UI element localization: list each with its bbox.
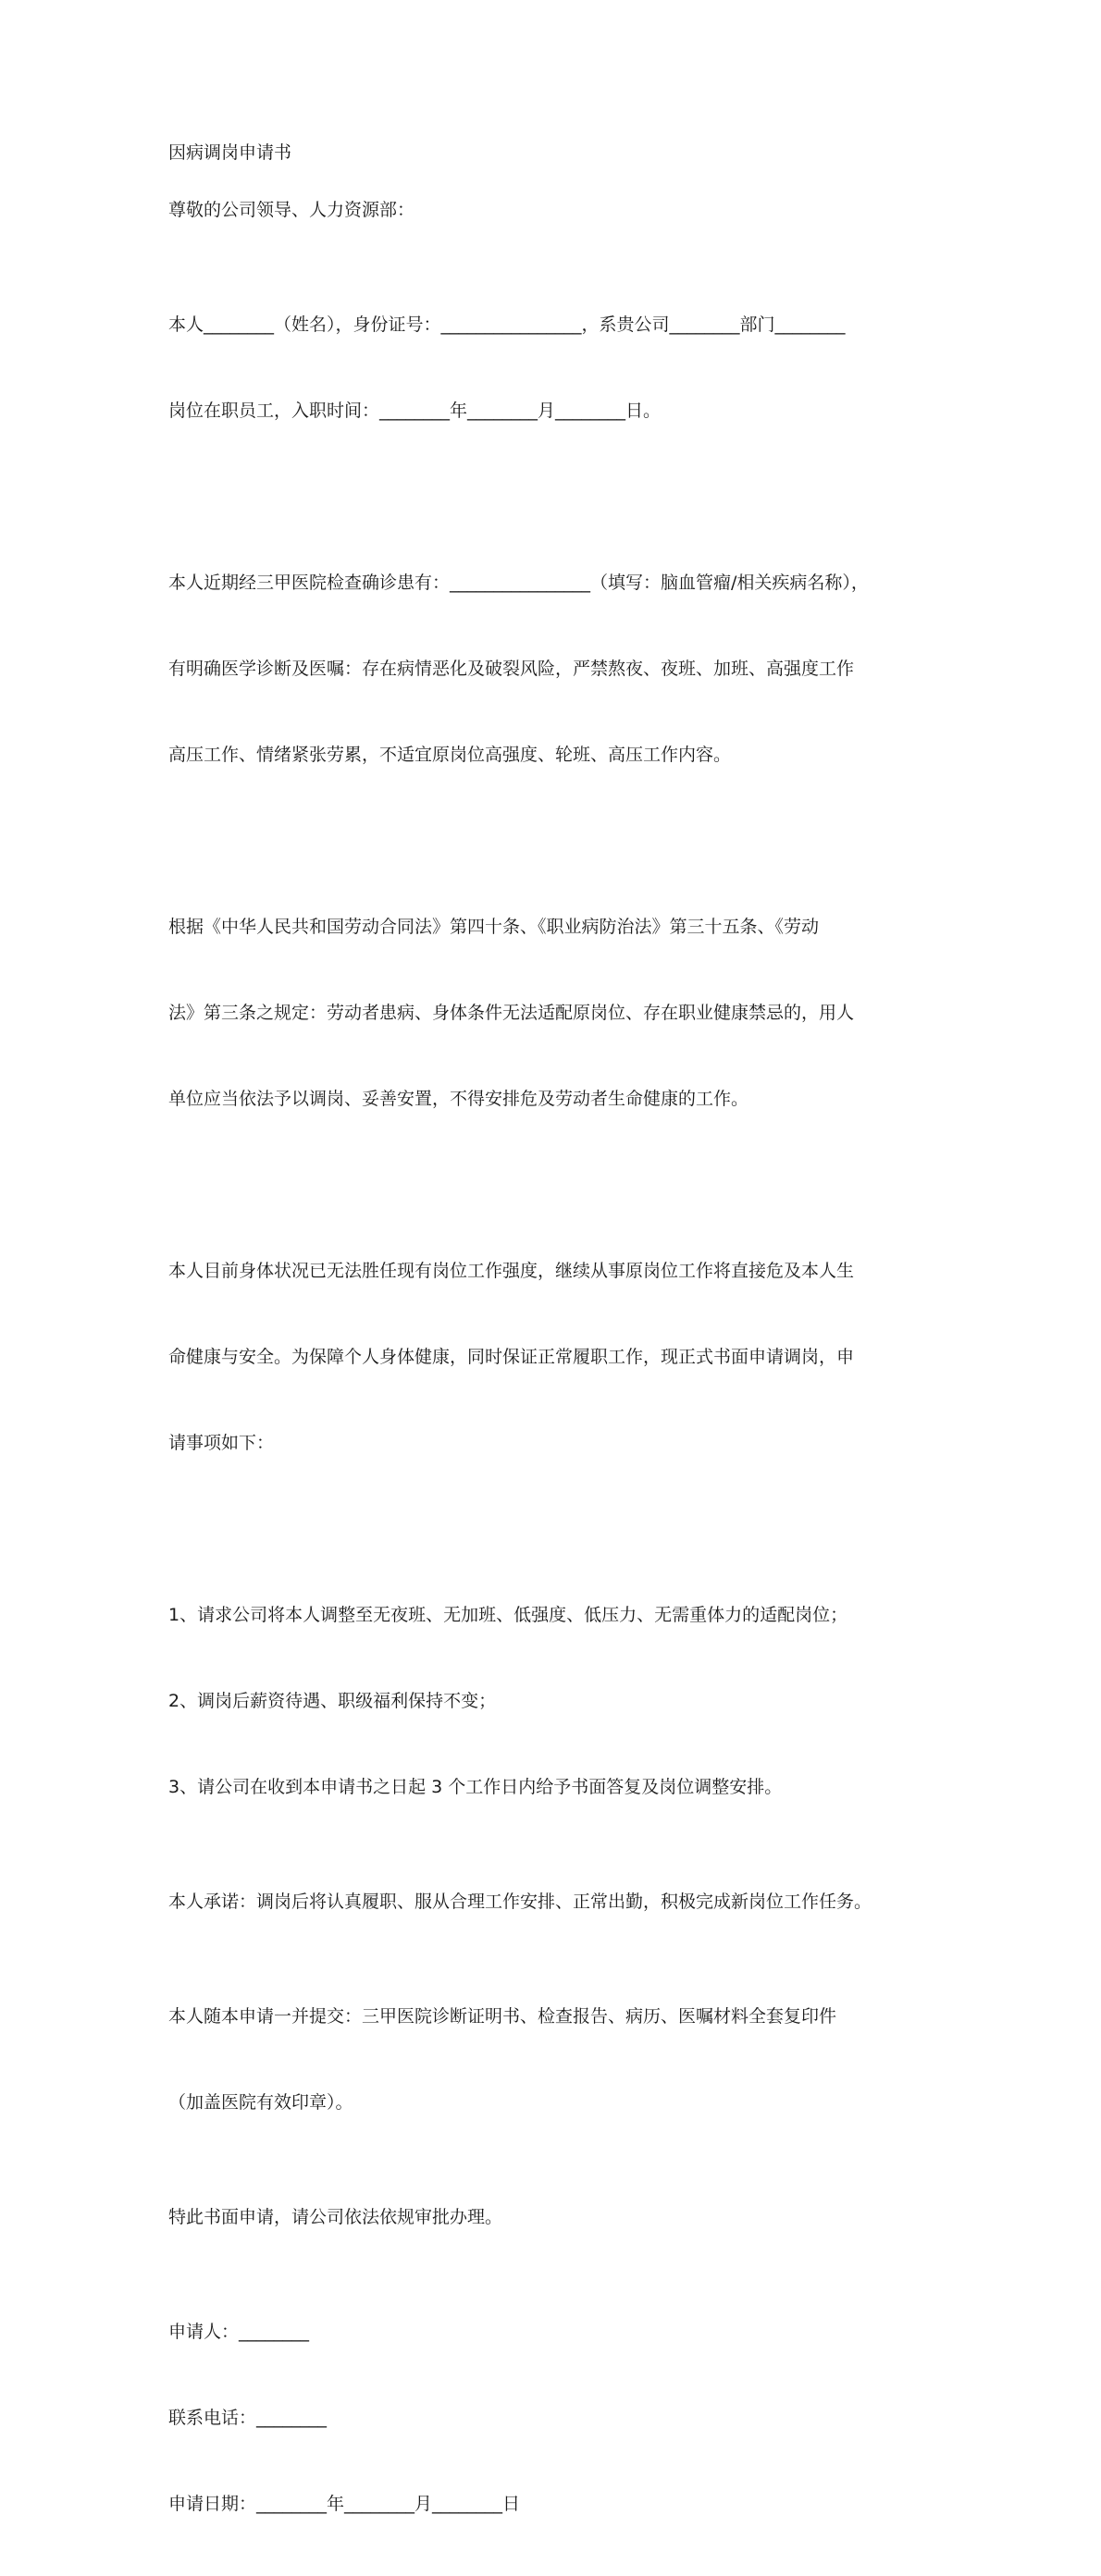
identity-line-1: 本人________（姓名），身份证号：________________，系贵公司________部门________ <box>168 314 846 335</box>
closing-paragraph: 特此书面申请，请公司依法依规审批办理。 <box>168 2207 503 2227</box>
signature-block <box>168 2261 950 2576</box>
request-item-2: 2、调岗后薪资待遇、职级福利保持不变； <box>168 1691 497 1711</box>
diagnosis-line-1: 本人近期经三甲医院检查确诊患有：________________（填写：脑血管瘤/相关疾病名称）， <box>168 573 869 593</box>
legal-basis-line-1: 根据《中华人民共和国劳动合同法》第四十条、《职业病防治法》第三十五条、《劳动 <box>168 917 820 937</box>
legal-basis-paragraph <box>168 856 950 1171</box>
document-title: 因病调岗申请书 <box>168 142 292 163</box>
attachments-line-2: （加盖医院有效印章）。 <box>168 2092 353 2113</box>
diagnosis-line-3: 高压工作、情绪紧张劳累，不适宜原岗位高强度、轮班、高压工作内容。 <box>168 745 732 765</box>
attachments-paragraph <box>168 1945 950 2175</box>
phone-field: 联系电话：________ <box>168 2408 328 2428</box>
legal-basis-line-3: 单位应当依法予以调岗、妥善安置，不得安排危及劳动者生命健康的工作。 <box>168 1089 749 1109</box>
legal-basis-line-2: 法》第三条之规定：劳动者患病、身体条件无法适配原岗位、存在职业健康禁忌的，用人 <box>168 1003 855 1023</box>
identity-paragraph <box>168 253 950 483</box>
diagnosis-paragraph <box>168 512 950 827</box>
identity-line-2: 岗位在职员工，入职时间：________年________月________日。 <box>168 401 662 421</box>
commitment-paragraph: 本人承诺：调岗后将认真履职、服从合理工作安排、正常出勤，积极完成新岗位工作任务。 <box>168 1892 872 1912</box>
reason-line-1: 本人目前身体状况已无法胜任现有岗位工作强度，继续从事原岗位工作将直接危及本人生 <box>168 1261 855 1281</box>
date-field: 申请日期：________年________月________日 <box>168 2494 521 2514</box>
request-item-1: 1、请求公司将本人调整至无夜班、无加班、低强度、低压力、无需重体力的适配岗位； <box>168 1605 848 1625</box>
reason-paragraph <box>168 1200 950 1515</box>
request-item-3: 3、请公司在收到本申请书之日起 3 个工作日内给予书面答复及岗位调整安排。 <box>168 1777 783 1797</box>
attachments-line-1: 本人随本申请一并提交：三甲医院诊断证明书、检查报告、病历、医嘱材料全套复印件 <box>168 2006 837 2027</box>
reason-line-3: 请事项如下： <box>168 1433 275 1453</box>
diagnosis-line-2: 有明确医学诊断及医嘱：存在病情恶化及破裂风险，严禁熬夜、夜班、加班、高强度工作 <box>168 659 855 679</box>
document-page <box>168 139 950 2576</box>
applicant-field: 申请人：________ <box>168 2322 310 2342</box>
requests-list <box>168 1544 950 1859</box>
salutation: 尊敬的公司领导、人力资源部： <box>168 200 415 220</box>
reason-line-2: 命健康与安全。为保障个人身体健康，同时保证正常履职工作，现正式书面申请调岗，申 <box>168 1347 855 1367</box>
